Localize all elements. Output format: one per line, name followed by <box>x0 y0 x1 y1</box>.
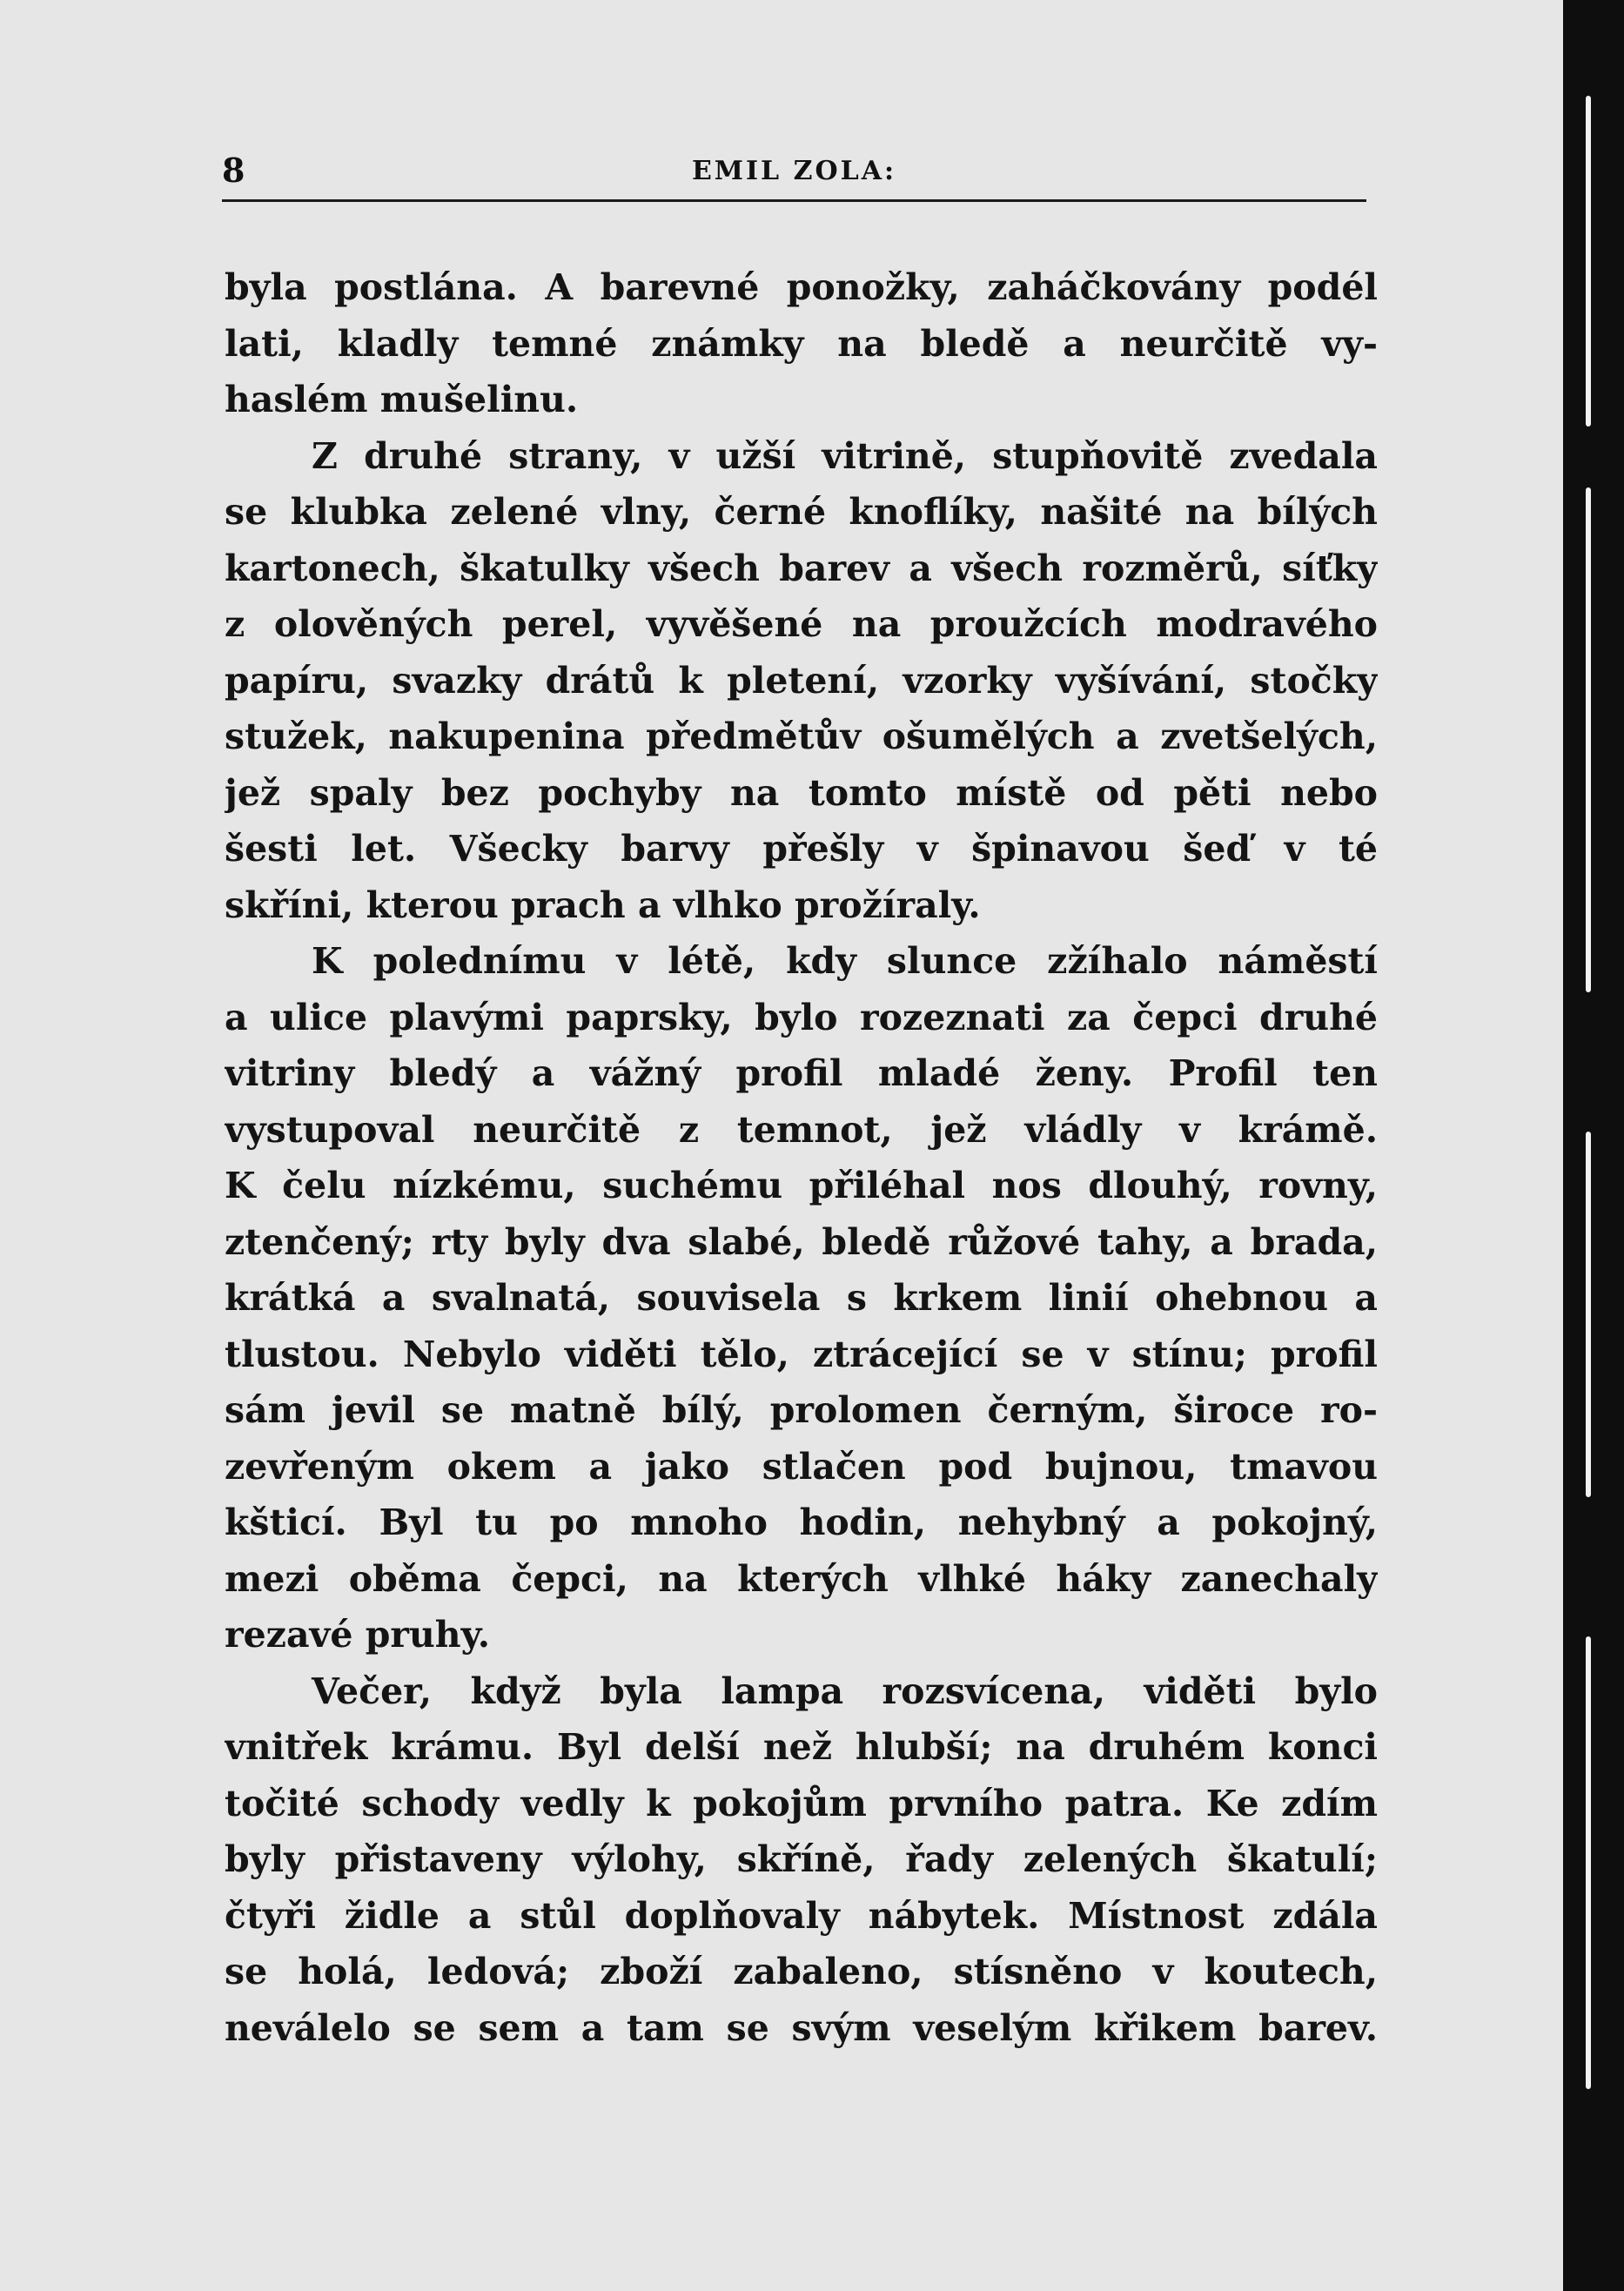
text-line: se klubka zelené vlny, černé knoflíky, našité na bílých <box>225 491 1378 533</box>
text-line: ztenčený; rty byly dva slabé, bledě růžové tahy, a brada, <box>225 1220 1378 1263</box>
text-line: mezi oběma čepci, na kterých vlhké háky zanechaly <box>225 1557 1378 1600</box>
running-head: EMIL ZOLA: <box>691 156 897 186</box>
text-line: sám jevil se matně bílý, prolomen černým, široce ro- <box>225 1389 1378 1431</box>
body-text <box>225 259 1378 2056</box>
edge-mark <box>1586 487 1591 992</box>
text-line: byly přistaveny výlohy, skříně, řady zelených škatulí; <box>225 1838 1378 1880</box>
scan-edge <box>1563 0 1624 2291</box>
edge-mark <box>1586 96 1591 427</box>
text-line: tlustou. Nebylo viděti tělo, ztrácející se v stínu; profil <box>225 1333 1378 1375</box>
text-line: byla postlána. A barevné ponožky, zaháčkovány podél <box>225 266 1378 308</box>
text-line: se holá, ledová; zboží zabaleno, stísněno v koutech, <box>225 1951 1378 1992</box>
text-line: zevřeným okem a jako stlačen pod bujnou, tmavou <box>225 1445 1378 1488</box>
text-line: vystupoval neurčitě z temnot, jež vládly v krámě. <box>225 1108 1378 1151</box>
page-number: 8 <box>222 151 245 190</box>
text-line: krátká a svalnatá, souvisela s krkem linií ohebnou a <box>225 1277 1378 1319</box>
text-line: točité schody vedly k pokojům prvního patra. Ke zdím <box>225 1782 1378 1824</box>
text-line: čtyři židle a stůl doplňovaly nábytek. Místnost zdála <box>225 1894 1378 1937</box>
text-line: skříni, kterou prach a vlhko prožíraly. <box>225 883 981 926</box>
edge-mark <box>1586 1636 1591 2089</box>
text-line: jež spaly bez pochyby na tomto místě od pěti nebo <box>225 771 1378 814</box>
text-line: z olověných perel, vyvěšené na proužcích modravého <box>225 603 1378 645</box>
text-line: papíru, svazky drátů k pletení, vzorky vyšívání, stočky <box>225 659 1378 702</box>
text-line: lati, kladly temné známky na bledě a neurčitě vy- <box>225 322 1378 365</box>
text-line: rezavé pruhy. <box>225 1614 490 1656</box>
text-line: vnitřek krámu. Byl delší než hlubší; na druhém konci <box>225 1726 1378 1768</box>
text-line: kšticí. Byl tu po mnoho hodin, nehybný a pokojný, <box>225 1502 1378 1543</box>
text-line: šesti let. Všecky barvy přešly v špinavou šeď v té <box>225 828 1378 870</box>
text-line: Večer, když byla lampa rozsvícena, viděti bylo <box>312 1670 1378 1712</box>
text-line: haslém mušelinu. <box>225 379 579 420</box>
text-line: neválelo se sem a tam se svým veselým křikem barev. <box>225 2006 1378 2049</box>
text-line: a ulice plavými paprsky, bylo rozeznati za čepci druhé <box>225 996 1378 1038</box>
edge-mark <box>1586 1132 1591 1497</box>
text-line: K polednímu v létě, kdy slunce zžíhalo náměstí <box>312 940 1378 982</box>
text-line: stužek, nakupenina předmětův ošumělých a zvetšelých, <box>225 716 1378 757</box>
text-line: Z druhé strany, v užší vitrině, stupňovitě zvedala <box>312 434 1378 477</box>
text-line: K čelu nízkému, suchému přiléhal nos dlouhý, rovny, <box>225 1165 1378 1206</box>
text-line: kartonech, škatulky všech barev a všech rozměrů, síťky <box>225 547 1378 589</box>
page-header <box>222 144 1366 202</box>
text-line: vitriny bledý a vážný profil mladé ženy. Profil ten <box>225 1052 1378 1094</box>
